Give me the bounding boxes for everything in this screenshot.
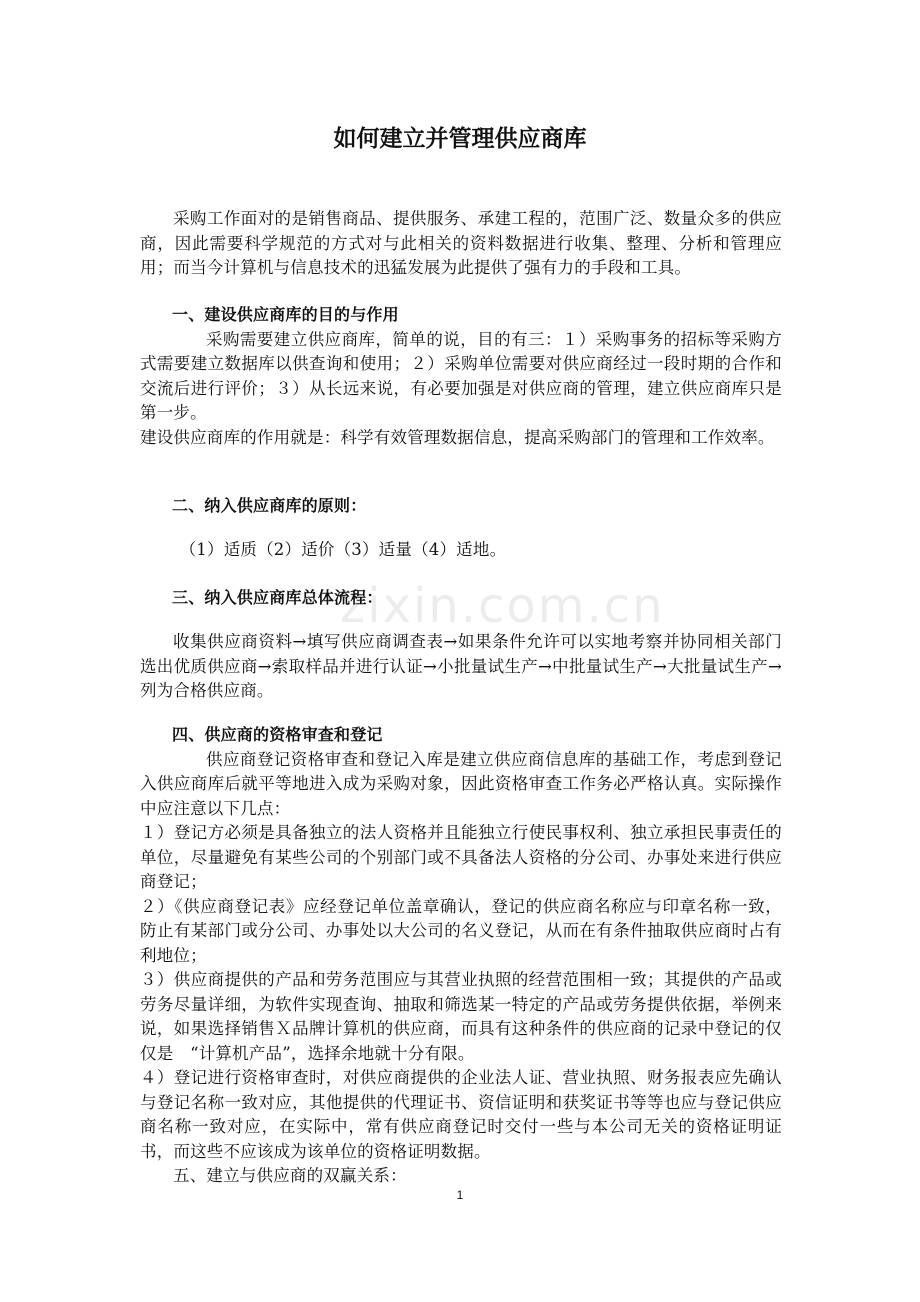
section-4-heading: 四、供应商的资格审查和登记 (172, 725, 383, 744)
section-4 (140, 723, 782, 1189)
section-2-heading: 二、纳入供应商库的原则： (172, 496, 367, 515)
section-4-item-4: ４）登记进行资格审查时，对供应商提供的企业法人证、营业执照、财务报表应先确认与登记名称一致对应，其他提供的代理证书、资信证明和获奖证书等等也应与登记供应商名称一致对应，在实际中，常有供应商登记时交付一些与本公司无关的资格证明证书，而这些不应该成为该单位的资格证明数据。 (140, 1068, 782, 1161)
intro-paragraph: 采购工作面对的是销售商品、提供服务、承建工程的，范围广泛、数量众多的供应商，因此需要科学规范的方式对与此相关的资料数据进行收集、整理、分析和管理应用；而当今计算机与信息技术的迅猛发展为此提供了强有力的手段和工具。 (140, 209, 782, 277)
section-2 (140, 494, 782, 519)
section-4-item-3: ３）供应商提供的产品和劳务范围应与其营业执照的经营范围相一致；其提供的产品或劳务尽量详细，为软件实现查询、抽取和筛选某一特定的产品或劳务提供依据，举例来说，如果选择销售Ｘ品牌计算机的供应商，而具有这种条件的供应商的记录中登记的仅仅是 “计算机产品”，选择余地就十分有限。 (140, 970, 782, 1063)
section-3-paragraph: 收集供应商资料→填写供应商调查表→如果条件允许可以实地考察并协同相关部门选出优质供应商→索取样品并进行认证→小批量试生产→中批量试生产→大批量试生产→列为合格供应商。 (140, 632, 782, 700)
section-3-heading: 三、纳入供应商库总体流程： (172, 588, 383, 607)
section-4-item-2: ２）《供应商登记表》应经登记单位盖章确认，登记的供应商名称应与印章名称一致，防止有某部门或分公司、办事处以大公司的名义登记，从而在有条件抽取供应商时占有利地位； (140, 896, 782, 965)
section-3-body (140, 630, 782, 704)
section-1-paragraph-2: 建设供应商库的作用就是：科学有效管理数据信息，提高采购部门的管理和工作效率。 (140, 427, 775, 447)
section-4-paragraph: 供应商登记资格审查和登记入库是建立供应商信息库的基础工作，考虑到登记入供应商库后就平等地进入成为采购对象，因此资格审查工作务必严格认真。实际操作中应注意以下几点： (140, 749, 782, 818)
section-1 (140, 303, 782, 450)
page-number: 1 (456, 1188, 464, 1202)
section-1-heading: 一、建设供应商库的目的与作用 (172, 305, 399, 324)
section-2-paragraph: （1）适质（2）适价（3）适量（4）适地。 (179, 540, 507, 559)
document-title: 如何建立并管理供应商库 (333, 126, 587, 152)
section-2-body (140, 538, 782, 563)
watermark: zixin.com.cn (340, 578, 665, 634)
section-1-paragraph-1: 采购需要建立供应商库，简单的说，目的有三：１）采购事务的招标等采购方式需要建立数据库以供查询和使用；２）采购单位需要对供应商经过一段时期的合作和交流后进行评价；３）从长远来说，有必要加强是对供应商的管理，建立供应商库只是第一步。 (140, 329, 782, 422)
section-4-item-1: １）登记方必须是具备独立的法人资格并且能独立行使民事权利、独立承担民事责任的单位，尽量避免有某些公司的个别部门或不具备法人资格的分公司、办事处来进行供应商登记； (140, 823, 782, 891)
section-3 (140, 586, 782, 611)
intro-block (140, 207, 782, 281)
section-5-heading: 五、建立与供应商的双赢关系： (173, 1166, 407, 1185)
